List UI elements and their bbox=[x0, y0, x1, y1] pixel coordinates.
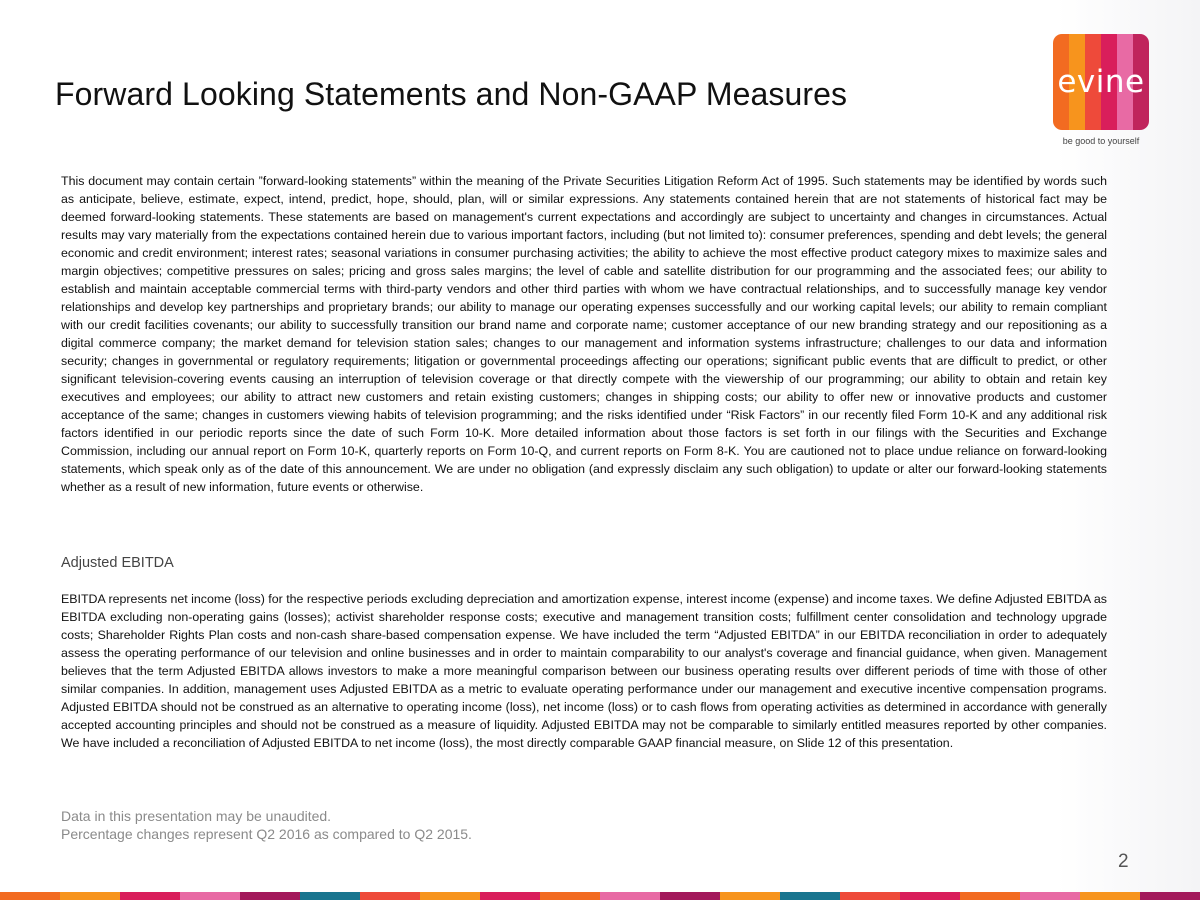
logo-wordmark: evine bbox=[1057, 64, 1145, 100]
adjusted-ebitda-definition: EBITDA represents net income (loss) for the respective periods excluding depreciation and amortization expense, interest income (expense) and income taxes. We define Adjusted EBITDA as EBITDA excluding non-operating gains (losses); activist shareholder response costs; executive and management transition costs; fulfillment center consolidation and technology upgrade costs; Shareholder Rights Plan costs and non-cash share-based compensation expense. We have included the term “Adjusted EBITDA” in our EBITDA reconciliation in order to adequately assess the operating performance of our television and online businesses and in order to maintain comparability to our analyst's coverage and financial guidance, when given. Management believes that the term Adjusted EBITDA allows investors to make a more meaningful comparison between our business operating results over different periods of time with those of other similar companies. In addition, management uses Adjusted EBITDA as a metric to evaluate operating performance under our management and executive incentive compensation programs. Adjusted EBITDA should not be construed as an alternative to operating income (loss), net income (loss) or to cash flows from operating activities as determined in accordance with generally accepted accounting principles and should not be construed as a measure of liquidity. Adjusted EBITDA may not be comparable to similarly entitled measures reported by other companies. We have included a reconciliation of Adjusted EBITDA to net income (loss), the most directly comparable GAAP financial measure, on Slide 12 of this presentation. bbox=[61, 592, 1107, 750]
color-bar-segment bbox=[660, 892, 720, 900]
color-bar-segment bbox=[1020, 892, 1080, 900]
adjusted-ebitda-heading: Adjusted EBITDA bbox=[61, 555, 174, 571]
color-bar-segment bbox=[180, 892, 240, 900]
bottom-color-bar bbox=[0, 892, 1200, 900]
slide-title: Forward Looking Statements and Non-GAAP Measures bbox=[55, 76, 848, 112]
color-bar-segment bbox=[780, 892, 840, 900]
brand-tagline: be good to yourself bbox=[1062, 136, 1140, 146]
color-bar-segment bbox=[840, 892, 900, 900]
color-bar-segment bbox=[240, 892, 300, 900]
color-bar-segment bbox=[120, 892, 180, 900]
color-bar-segment bbox=[1140, 892, 1200, 900]
color-bar-segment bbox=[960, 892, 1020, 900]
forward-looking-statement: This document may contain certain ”forward-looking statements” within the meaning of the Private Securities Litigation Reform Act of 1995. Such statements may be identified by words such as anticipate, believe, estimate, expect, intend, predict, hope, should, plan, will or similar expressions. Any statements contained herein that are not statements of historical fact may be deemed forward-looking statements. These statements are based on management's current expectations and accordingly are subject to uncertainty and changes in circumstances. Actual results may vary materially from the expectations contained herein due to various important factors, including (but not limited to): consumer preferences, spending and debt levels; the general economic and credit environment; interest rates; seasonal variations in consumer purchasing activities; the ability to achieve the most effective product category mixes to maximize sales and margin objectives; competitive pressures on sales; pricing and gross sales margins; the level of cable and satellite distribution for our programming and the associated fees; our ability to establish and maintain acceptable commercial terms with third-party vendors and other third parties with whom we have contractual relationships, and to successfully manage key vendor relationships and develop key partnerships and proprietary brands; our ability to manage our operating expenses successfully and our working capital levels; our ability to remain compliant with our credit facilities covenants; our ability to successfully transition our brand name and corporate name; customer acceptance of our new branding strategy and our repositioning as a digital commerce company; the market demand for television station sales; changes to our management and information systems infrastructure; challenges to our data and information security; changes in governmental or regulatory requirements; litigation or governmental proceedings affecting our operations; significant public events that are difficult to predict, or other significant television-covering events causing an interruption of television coverage or that directly compete with the viewership of our programming; our ability to obtain and retain key executives and employees; our ability to attract new customers and retain existing customers; changes in shipping costs; our ability to offer new or innovative products and customer acceptance of the same; changes in customers viewing habits of television programming; and the risks identified under “Risk Factors” in our recently filed Form 10-K and any additional risk factors identified in our periodic reports since the date of such Form 10-K. More detailed information about those factors is set forth in our filings with the Securities and Exchange Commission, including our annual report on Form 10-K, quarterly reports on Form 10-Q, and current reports on Form 8-K. You are cautioned not to place undue reliance on forward-looking statements, which speak only as of the date of this announcement. We are under no obligation (and expressly disclaim any such obligation) to update or alter our forward-looking statements whether as a result of new information, future events or otherwise. bbox=[61, 174, 1107, 494]
color-bar-segment bbox=[360, 892, 420, 900]
color-bar-segment bbox=[420, 892, 480, 900]
unaudited-note: Data in this presentation may be unaudited. bbox=[61, 808, 332, 824]
color-bar-segment bbox=[0, 892, 60, 900]
color-bar-segment bbox=[480, 892, 540, 900]
color-bar-segment bbox=[60, 892, 120, 900]
percentage-note: Percentage changes represent Q2 2016 as compared to Q2 2015. bbox=[61, 826, 472, 842]
page-number: 2 bbox=[1118, 851, 1129, 872]
color-bar-segment bbox=[900, 892, 960, 900]
color-bar-segment bbox=[300, 892, 360, 900]
color-bar-segment bbox=[720, 892, 780, 900]
color-bar-segment bbox=[600, 892, 660, 900]
color-bar-segment bbox=[1080, 892, 1140, 900]
evine-logo bbox=[1053, 34, 1149, 130]
color-bar-segment bbox=[540, 892, 600, 900]
